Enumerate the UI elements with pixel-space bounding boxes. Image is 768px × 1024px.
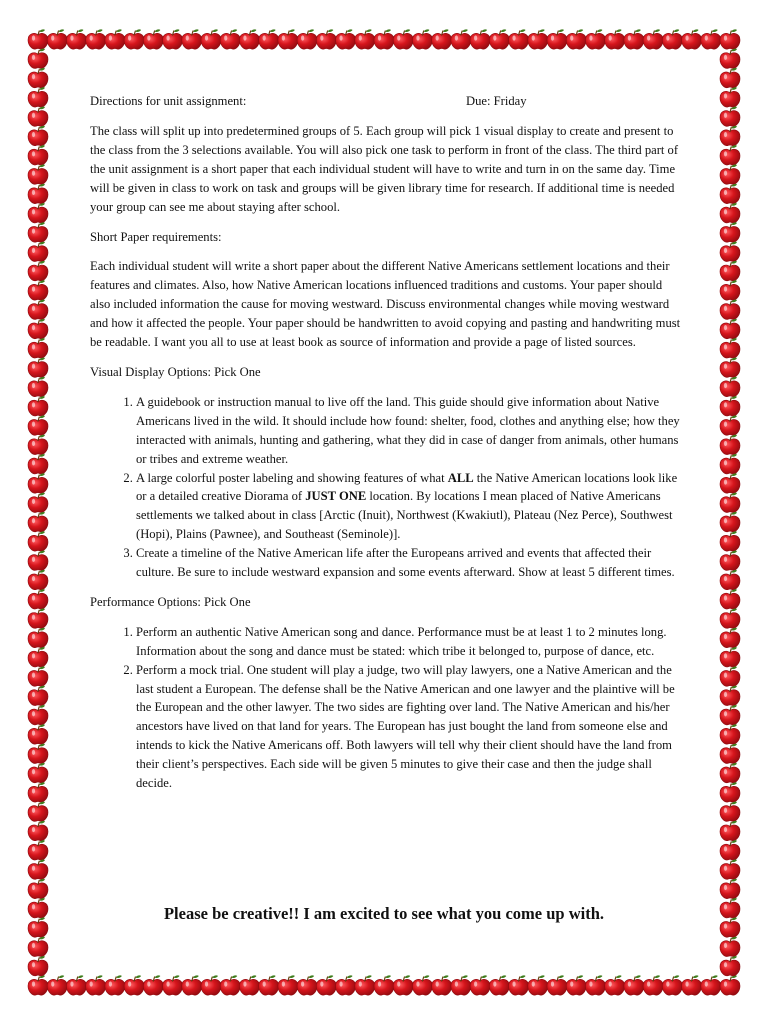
apple-icon — [220, 29, 240, 49]
apple-icon — [720, 879, 740, 899]
list-item-text: location. By locations I mean placed of Native Americans settlements we talked about in class [Arctic (Inuit), Northwest (Kwakiutl), Plateau (Nez Perce), Southwest (Hopi), Plains (Pawnee), and Southeast (Seminole)]. — [136, 489, 673, 542]
emphasis-text: JUST ONE — [305, 489, 367, 504]
apple-icon — [720, 68, 740, 88]
apple-icon — [201, 975, 221, 995]
apple-icon — [720, 840, 740, 860]
apple-icon — [259, 975, 279, 995]
apple-icon — [66, 29, 86, 49]
apple-icon — [509, 29, 529, 49]
apple-icon — [412, 975, 432, 995]
apple-icon — [643, 975, 663, 995]
performance-list — [90, 623, 684, 793]
apple-icon — [720, 242, 740, 262]
apple-icon — [720, 184, 740, 204]
apple-icon — [720, 705, 740, 725]
apple-icon — [239, 975, 259, 995]
apple-icon — [28, 222, 48, 242]
apple-icon — [720, 512, 740, 532]
apple-icon — [28, 860, 48, 880]
apple-icon — [28, 840, 48, 860]
apple-icon — [720, 145, 740, 165]
apple-icon — [720, 87, 740, 107]
apple-icon — [662, 975, 682, 995]
apple-icon — [336, 975, 356, 995]
apple-icon — [566, 975, 586, 995]
apple-icon — [105, 975, 125, 995]
apple-icon — [720, 222, 740, 242]
list-item: 1. Perform an authentic Native American song and dance. Performance must be at least 1 to 2 minutes long. Information about the song and dance must be stated: which tribe it belonged to, purpose of dance, etc. — [136, 623, 684, 661]
apple-icon — [720, 377, 740, 397]
apple-icon — [643, 29, 663, 49]
apple-icon — [28, 493, 48, 513]
intro-paragraph: The class will split up into predetermined groups of 5. Each group will pick 1 visual display to create and present to the class from the 3 selections available. You will also pick one task to perform in front of the class. The third part of the unit assignment is a short paper that each individual student will have to write and turn in on the same day. Time will be given in class to work on task and groups will be given library time for research. If additional time is needed your group can see me about staying after school. — [90, 124, 679, 214]
apple-icon — [28, 165, 48, 185]
apple-icon — [182, 29, 202, 49]
apple-icon — [28, 300, 48, 320]
apple-icon — [278, 975, 298, 995]
apple-icon — [28, 473, 48, 493]
apple-icon — [201, 29, 221, 49]
apple-icon — [701, 29, 721, 49]
closing-message: Please be creative!! I am excited to see what you come up with. — [163, 904, 605, 923]
visual-display-heading: Visual Display Options: Pick One — [90, 364, 261, 379]
apple-icon — [720, 609, 740, 629]
apple-icon — [28, 184, 48, 204]
apple-icon — [28, 87, 48, 107]
header-line — [90, 92, 684, 111]
apple-icon — [28, 107, 48, 127]
assignment-sheet — [90, 92, 684, 804]
apple-icon — [412, 29, 432, 49]
apple-icon — [528, 975, 548, 995]
apple-icon — [585, 29, 605, 49]
apple-icon — [28, 628, 48, 648]
apple-icon — [66, 975, 86, 995]
apple-icon — [432, 29, 452, 49]
apple-icon — [720, 203, 740, 223]
apple-icon — [720, 107, 740, 127]
apple-icon — [28, 242, 48, 262]
apple-icon — [720, 686, 740, 706]
apple-icon — [585, 975, 605, 995]
performance-heading: Performance Options: Pick One — [90, 594, 251, 609]
apple-icon — [28, 319, 48, 339]
apple-icon — [720, 744, 740, 764]
apple-icon — [720, 49, 740, 69]
apple-icon — [124, 975, 144, 995]
apple-icon — [28, 377, 48, 397]
apple-icon — [720, 338, 740, 358]
apple-icon — [720, 956, 740, 976]
apple-icon — [239, 29, 259, 49]
apple-icon — [720, 724, 740, 744]
apple-icon — [28, 126, 48, 146]
apple-icon — [28, 338, 48, 358]
apple-icon — [682, 29, 702, 49]
apple-icon — [28, 280, 48, 300]
apple-icon — [28, 821, 48, 841]
apple-icon — [28, 802, 48, 822]
apple-icon — [374, 975, 394, 995]
apple-icon — [28, 647, 48, 667]
apple-icon — [28, 763, 48, 783]
list-item-text: the Native American locations look like or a detailed creative Diorama of — [136, 470, 678, 504]
apple-icon — [47, 29, 67, 49]
list-item: 2. Perform a mock trial. One student will play a judge, two will play lawyers, one a Native American and the last student a European. The defense shall be the Native American and one lawyer and the plaintive will be the European and the other lawyer. The two sides are fighting over land. The Native American and his/her ancestors have lived on that land for years. The European has just bought the land from someone else and intends to kick the Native Americans off. Both lawyers will tell why their client should have the land from their client’s perspectives. Each side will be given 5 minutes to give their case and then the judge shall decide. — [136, 661, 684, 793]
list-item-text: A large colorful poster labeling and showing features of what — [136, 470, 448, 485]
apple-icon — [720, 860, 740, 880]
apple-icon — [297, 29, 317, 49]
apple-icon — [28, 68, 48, 88]
apple-icon — [163, 29, 183, 49]
apple-icon — [489, 975, 509, 995]
apple-icon — [28, 686, 48, 706]
apple-icon — [624, 975, 644, 995]
apple-icon — [374, 29, 394, 49]
apple-icon — [28, 705, 48, 725]
apple-icon — [28, 531, 48, 551]
apple-icon — [316, 29, 336, 49]
apple-icon — [86, 29, 106, 49]
apple-icon — [336, 29, 356, 49]
apple-icon — [720, 763, 740, 783]
apple-icon — [393, 29, 413, 49]
apple-icon — [28, 203, 48, 223]
apple-icon — [682, 975, 702, 995]
apple-icon — [720, 493, 740, 513]
apple-icon — [28, 512, 48, 532]
apple-icon — [720, 802, 740, 822]
apple-icon — [489, 29, 509, 49]
apple-icon — [143, 29, 163, 49]
apple-icon — [278, 29, 298, 49]
apple-icon — [28, 435, 48, 455]
apple-icon — [28, 551, 48, 571]
apple-icon — [605, 29, 625, 49]
apple-icon — [720, 647, 740, 667]
apple-icon — [355, 975, 375, 995]
apple-icon — [720, 415, 740, 435]
list-item: 1. A guidebook or instruction manual to live off the land. This guide should give information about Native Americans lived in the wild. It should include how found: shelter, food, clothes and anything else; how they interacted with animals, hunting and gathering, what they did in case of danger from animals, other humans or tribes and extreme weather. — [136, 393, 684, 469]
list-item — [136, 469, 684, 545]
apple-icon — [259, 29, 279, 49]
apple-icon — [547, 975, 567, 995]
assignment-title: Directions for unit assignment: — [90, 94, 247, 108]
apple-icon — [470, 29, 490, 49]
apple-icon — [720, 165, 740, 185]
apple-icon — [720, 782, 740, 802]
apple-icon — [105, 29, 125, 49]
apple-icon — [720, 435, 740, 455]
apple-icon — [720, 261, 740, 281]
apple-icon — [720, 975, 740, 995]
apple-icon — [528, 29, 548, 49]
apple-icon — [28, 415, 48, 435]
apple-icon — [605, 975, 625, 995]
apple-icon — [701, 975, 721, 995]
apple-icon — [28, 879, 48, 899]
apple-icon — [720, 937, 740, 957]
emphasis-text: ALL — [447, 470, 474, 485]
short-paper-heading: Short Paper requirements: — [90, 229, 222, 244]
apple-icon — [297, 975, 317, 995]
apple-icon — [720, 473, 740, 493]
apple-icon — [28, 358, 48, 378]
apple-icon — [28, 454, 48, 474]
apple-icon — [451, 975, 471, 995]
apple-icon — [393, 975, 413, 995]
apple-icon — [720, 666, 740, 686]
apple-icon — [28, 29, 48, 49]
apple-icon — [28, 975, 48, 995]
apple-icon — [451, 29, 471, 49]
apple-icon — [470, 975, 490, 995]
apple-icon — [143, 975, 163, 995]
apple-icon — [720, 319, 740, 339]
apple-icon — [28, 744, 48, 764]
apple-icon — [720, 126, 740, 146]
apple-icon — [28, 937, 48, 957]
due-date: Due: Friday — [466, 94, 527, 108]
apple-icon — [124, 29, 144, 49]
apple-icon — [28, 396, 48, 416]
apple-icon — [720, 29, 740, 49]
apple-icon — [28, 956, 48, 976]
apple-icon — [720, 628, 740, 648]
list-item: 3. Create a timeline of the Native American life after the Europeans arrived and events that affected their culture. Be sure to include westward expansion and some events afterward. Show at least 5 different times. — [136, 544, 684, 582]
apple-icon — [28, 609, 48, 629]
apple-icon — [220, 975, 240, 995]
short-paper-paragraph: Each individual student will write a short paper about the different Native Americans settlement locations and their features and climates. Also, how Native American locations influenced traditions and customs. Your paper should also included information the cause for moving westward. Discuss environmental changes while moving westward and how it affected the people. Your paper should be handwritten to avoid copying and pasting and handwriting must be readable. I want you all to use at least book as source of information and provide a page of listed sources. — [90, 259, 681, 350]
apple-icon — [86, 975, 106, 995]
apple-icon — [720, 358, 740, 378]
apple-icon — [720, 551, 740, 571]
apple-icon — [182, 975, 202, 995]
apple-icon — [28, 145, 48, 165]
apple-icon — [28, 570, 48, 590]
apple-icon — [355, 29, 375, 49]
apple-icon — [163, 975, 183, 995]
apple-icon — [316, 975, 336, 995]
apple-icon — [624, 29, 644, 49]
apple-icon — [720, 454, 740, 474]
apple-icon — [720, 531, 740, 551]
apple-icon — [720, 589, 740, 609]
apple-icon — [28, 724, 48, 744]
apple-icon — [432, 975, 452, 995]
apple-icon — [28, 261, 48, 281]
apple-icon — [547, 29, 567, 49]
apple-icon — [720, 280, 740, 300]
apple-icon — [720, 570, 740, 590]
apple-icon — [720, 300, 740, 320]
apple-icon — [509, 975, 529, 995]
apple-icon — [566, 29, 586, 49]
apple-icon — [28, 666, 48, 686]
apple-icon — [47, 975, 67, 995]
apple-icon — [28, 782, 48, 802]
apple-icon — [720, 821, 740, 841]
apple-icon — [720, 396, 740, 416]
apple-icon — [28, 589, 48, 609]
apple-icon — [662, 29, 682, 49]
apple-icon — [28, 49, 48, 69]
visual-display-list — [90, 393, 684, 582]
